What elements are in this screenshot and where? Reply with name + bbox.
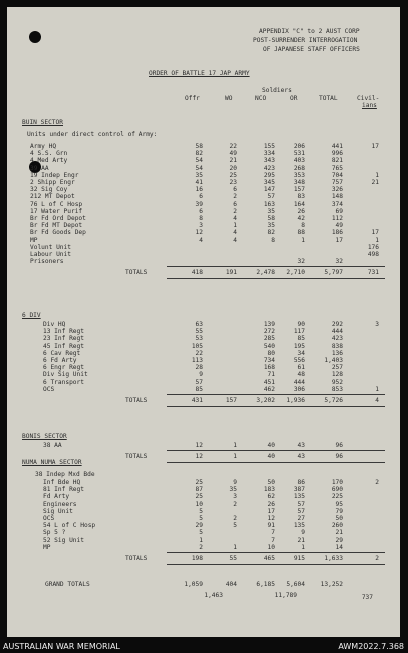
cell-nco: 163 <box>263 200 275 208</box>
cell-nco: 334 <box>263 150 275 158</box>
unit-name: 4 S.S. Grn <box>30 150 68 158</box>
section-heading: BONIS SECTOR <box>22 433 67 440</box>
cell-offr: 12 <box>195 442 203 449</box>
cell-total: 50 <box>335 515 343 522</box>
unit-name: Div HQ <box>43 321 66 328</box>
cell-nco: 57 <box>267 193 275 201</box>
cell-nco: 451 <box>263 378 275 386</box>
cell-nco: 295 <box>263 171 275 179</box>
cell-offr: 105 <box>191 342 203 350</box>
unit-name: 6 Engr Regt <box>43 364 84 372</box>
cell-or: 57 <box>297 500 305 508</box>
totals-rule-top <box>167 394 385 395</box>
cell-total: 17 <box>335 236 343 244</box>
cell-total: 148 <box>331 193 343 201</box>
cell-or: 444 <box>293 378 305 386</box>
cell-offr: 22 <box>195 349 203 357</box>
cell-offr: 41 <box>195 179 203 186</box>
unit-name: 17 Water Purif <box>30 207 83 215</box>
cell-offr: 3 <box>199 222 203 230</box>
cell-or: 83 <box>297 193 305 201</box>
cell-total: 821 <box>331 157 343 165</box>
unit-name: 54 L of C Hosp <box>43 522 96 530</box>
grand-total: 13,252 <box>320 581 343 588</box>
cell-civ: 1 <box>375 385 379 393</box>
cell-or: 556 <box>293 357 305 364</box>
cell-wo: 4 <box>233 236 237 244</box>
cell-total: 170 <box>331 479 343 486</box>
footer-accession: AWM2022.7.368 <box>338 642 404 651</box>
cell-or: 42 <box>297 215 305 222</box>
col-offr: Offr <box>185 95 200 102</box>
cell-nco: 35 <box>267 222 275 230</box>
unit-name: Engineers <box>43 500 77 508</box>
unit-name: 13 Inf Regt <box>43 328 84 336</box>
cell-or: 1 <box>301 543 305 551</box>
totals-total: 96 <box>335 453 343 461</box>
cell-wo: 2 <box>233 515 237 522</box>
cell-offr: 25 <box>195 493 203 501</box>
footer-bar <box>0 640 408 653</box>
cell-or: 32 <box>297 258 305 266</box>
cell-or: 157 <box>293 186 305 194</box>
cell-wo: 9 <box>233 479 237 486</box>
section-subheading: 38 Indep Mxd Bde <box>35 471 95 478</box>
cell-total: 225 <box>331 493 343 501</box>
cell-nco: 155 <box>263 143 275 150</box>
cell-wo: 5 <box>233 522 237 530</box>
cell-wo: 4 <box>233 229 237 237</box>
cell-nco: 345 <box>263 179 275 186</box>
cell-nco: 540 <box>263 342 275 350</box>
grand-wo: 404 <box>225 581 237 588</box>
totals-or: 2,710 <box>286 269 305 277</box>
cell-or: 34 <box>297 349 305 357</box>
unit-name: Br Fd Goods Dep <box>30 229 86 237</box>
cell-total: 838 <box>331 342 343 350</box>
cell-wo: 3 <box>233 493 237 501</box>
cell-offr: 63 <box>195 321 203 328</box>
cell-offr: 53 <box>195 335 203 343</box>
cell-offr: 8 <box>199 215 203 222</box>
cell-nco: 58 <box>267 215 275 222</box>
cell-or: 117 <box>293 328 305 336</box>
cell-total: 49 <box>335 222 343 230</box>
cell-nco: 50 <box>267 479 275 486</box>
cell-offr: 5 <box>199 507 203 515</box>
cell-offr: 87 <box>195 486 203 494</box>
cell-total: 21 <box>335 529 343 537</box>
cell-or: 27 <box>297 515 305 522</box>
unit-name: Prisoners <box>30 258 64 266</box>
unit-name: 32 Sig Coy <box>30 186 68 194</box>
cell-civ: 3 <box>375 321 379 328</box>
unit-name: MP <box>30 236 38 244</box>
cell-civ: 17 <box>371 143 379 150</box>
appendix-line-2: POST-SURRENDER INTERROGATION <box>253 37 358 44</box>
cell-offr: 2 <box>199 543 203 551</box>
cell-nco: 168 <box>263 364 275 372</box>
cell-offr: 54 <box>195 164 203 172</box>
cell-total: 374 <box>331 200 343 208</box>
cell-nco: 7 <box>271 529 275 537</box>
cell-wo: 6 <box>233 200 237 208</box>
cell-nco: 8 <box>271 236 275 244</box>
punch-hole <box>29 31 41 43</box>
unit-name: 6 Transport <box>43 378 84 386</box>
cell-or: 206 <box>293 143 305 150</box>
section-subheading: Units under direct control of Army: <box>27 131 158 138</box>
cell-offr: 4 <box>199 236 203 244</box>
cell-or: 26 <box>297 207 305 215</box>
document-page <box>7 7 400 637</box>
grand-men-subtotal: 11,789 <box>274 592 297 599</box>
cell-wo: 2 <box>233 193 237 201</box>
cell-or: 9 <box>301 529 305 537</box>
cell-total: 96 <box>335 442 343 449</box>
cell-or: 135 <box>293 493 305 501</box>
cell-total: 423 <box>331 335 343 343</box>
grand-officers-subtotal: 1,463 <box>204 592 223 599</box>
grand-civilians: 737 <box>361 594 373 601</box>
totals-civ: 2 <box>375 555 379 562</box>
cell-offr: 35 <box>195 171 203 179</box>
cell-wo: 25 <box>229 171 237 179</box>
cell-offr: 113 <box>191 357 203 364</box>
totals-wo: 157 <box>225 397 237 404</box>
cell-civ: 176 <box>367 243 379 251</box>
cell-or: 531 <box>293 150 305 158</box>
cell-civ: 1 <box>375 171 379 179</box>
cell-nco: 462 <box>263 385 275 393</box>
cell-total: 853 <box>331 385 343 393</box>
section-heading: BUIN SECTOR <box>22 119 63 126</box>
cell-offr: 85 <box>195 385 203 393</box>
cell-or: 85 <box>297 335 305 343</box>
unit-name: Br Fd MT Depot <box>30 222 83 230</box>
cell-nco: 26 <box>267 500 275 508</box>
cell-offr: 6 <box>199 193 203 201</box>
cell-offr: 16 <box>195 186 203 194</box>
cell-total: 128 <box>331 371 343 379</box>
cell-total: 257 <box>331 364 343 372</box>
unit-name: 81 Inf Regt <box>43 486 84 494</box>
cell-or: 43 <box>297 442 305 449</box>
cell-total: 996 <box>331 150 343 158</box>
cell-nco: 423 <box>263 164 275 172</box>
cell-nco: 272 <box>263 328 275 336</box>
cell-wo: 2 <box>233 207 237 215</box>
totals-total: 5,797 <box>324 269 343 277</box>
unit-name: 6 Cav Regt <box>43 349 81 357</box>
cell-nco: 91 <box>267 522 275 530</box>
cell-or: 48 <box>297 371 305 379</box>
unit-name: Fd Arty <box>43 493 70 501</box>
cell-or: 57 <box>297 507 305 515</box>
cell-wo: 20 <box>229 164 237 172</box>
cell-offr: 5 <box>199 515 203 522</box>
unit-name: 6 Fd Arty <box>43 357 77 364</box>
totals-wo: 191 <box>225 269 237 277</box>
col-or: OR <box>290 95 298 102</box>
totals-civ: 4 <box>375 397 379 404</box>
cell-wo: 21 <box>229 157 237 165</box>
cell-nco: 62 <box>267 493 275 501</box>
cell-offr: 25 <box>195 479 203 486</box>
cell-or: 164 <box>293 200 305 208</box>
unit-name: Army HQ <box>30 143 57 150</box>
appendix-line-1: APPENDIX "C" to 2 AUST CORP <box>259 28 360 35</box>
cell-wo: 22 <box>229 143 237 150</box>
cell-total: 186 <box>331 229 343 237</box>
cell-wo: 23 <box>229 179 237 186</box>
unit-name: 76 L of C Hosp <box>30 200 83 208</box>
cell-wo: 4 <box>233 215 237 222</box>
unit-name: Div Sig Unit <box>43 371 88 379</box>
cell-total: 14 <box>335 543 343 551</box>
cell-total: 441 <box>331 143 343 150</box>
totals-nco: 3,202 <box>256 397 275 404</box>
unit-name: Volunt Unit <box>30 243 71 251</box>
cell-offr: 39 <box>195 200 203 208</box>
cell-nco: 17 <box>267 507 275 515</box>
cell-or: 268 <box>293 164 305 172</box>
unit-name: 4 Med Arty <box>30 157 68 165</box>
totals-civ: 731 <box>367 269 379 277</box>
totals-label: TOTALS <box>125 555 148 562</box>
cell-nco: 40 <box>267 442 275 449</box>
cell-wo: 35 <box>229 486 237 494</box>
unit-name: 38 AA <box>43 442 62 449</box>
unit-name: 45 Inf Regt <box>43 342 84 350</box>
cell-or: 348 <box>293 179 305 186</box>
cell-or: 8 <box>301 222 305 230</box>
cell-civ: 1 <box>375 236 379 244</box>
cell-total: 952 <box>331 378 343 386</box>
unit-name: OCS <box>43 515 55 522</box>
section-heading: 6 DIV <box>22 312 41 319</box>
col-wo: WO <box>225 95 233 102</box>
cell-offr: 10 <box>195 500 203 508</box>
totals-nco: 40 <box>267 453 275 461</box>
totals-offr: 12 <box>195 453 203 461</box>
cell-nco: 7 <box>271 536 275 544</box>
totals-rule-bottom <box>167 278 385 279</box>
unit-name: 19 Indep Engr <box>30 171 79 179</box>
cell-total: 765 <box>331 164 343 172</box>
totals-nco: 465 <box>263 555 275 562</box>
cell-wo: 1 <box>233 442 237 449</box>
cell-wo: 49 <box>229 150 237 158</box>
section-heading: NUMA NUMA SECTOR <box>22 459 82 466</box>
cell-nco: 343 <box>263 157 275 165</box>
totals-wo: 55 <box>229 555 237 562</box>
unit-name: 39 AA <box>30 164 49 172</box>
cell-nco: 183 <box>263 486 275 494</box>
grand-offr: 1,059 <box>184 581 203 588</box>
cell-nco: 734 <box>263 357 275 364</box>
unit-name: Labour Unit <box>30 251 71 258</box>
totals-rule-top <box>167 552 385 553</box>
totals-label: TOTALS <box>125 453 148 461</box>
grand-or: 5,604 <box>286 581 305 588</box>
unit-name: Br Fd Ord Depot <box>30 215 86 222</box>
unit-name: 2 Shipp Engr <box>30 179 75 186</box>
totals-label: TOTALS <box>125 269 148 277</box>
cell-wo: 6 <box>233 186 237 194</box>
cell-total: 136 <box>331 349 343 357</box>
cell-nco: 139 <box>263 321 275 328</box>
totals-offr: 431 <box>191 397 203 404</box>
unit-name: 212 MT Depot <box>30 193 75 201</box>
unit-name: 52 Sig Unit <box>43 536 84 544</box>
cell-wo: 1 <box>233 222 237 230</box>
cell-nco: 12 <box>267 515 275 522</box>
totals-nco: 2,478 <box>256 269 275 277</box>
cell-total: 32 <box>335 258 343 266</box>
footer-institution: AUSTRALIAN WAR MEMORIAL <box>3 642 120 651</box>
cell-civ: 17 <box>371 229 379 237</box>
cell-total: 444 <box>331 328 343 336</box>
col-nco: NCO <box>255 95 267 102</box>
cell-or: 195 <box>293 342 305 350</box>
totals-total: 5,726 <box>324 397 343 404</box>
cell-offr: 12 <box>195 229 203 237</box>
cell-total: 79 <box>335 507 343 515</box>
grand-nco: 6,185 <box>256 581 275 588</box>
cell-or: 306 <box>293 385 305 393</box>
cell-civ: 498 <box>367 251 379 258</box>
cell-offr: 55 <box>195 328 203 336</box>
cell-nco: 10 <box>267 543 275 551</box>
cell-nco: 35 <box>267 207 275 215</box>
cell-or: 135 <box>293 522 305 530</box>
cell-offr: 54 <box>195 157 203 165</box>
cell-offr: 82 <box>195 150 203 158</box>
grand-totals-label: GRAND TOTALS <box>45 581 90 588</box>
appendix-line-3: OF JAPANESE STAFF OFFICERS <box>263 46 360 53</box>
totals-rule-bottom <box>167 564 385 565</box>
totals-or: 43 <box>297 453 305 461</box>
cell-or: 1 <box>301 236 305 244</box>
cell-or: 353 <box>293 171 305 179</box>
unit-name: 23 Inf Regt <box>43 335 84 343</box>
cell-or: 21 <box>297 536 305 544</box>
cell-total: 690 <box>331 486 343 494</box>
cell-or: 403 <box>293 157 305 165</box>
cell-or: 61 <box>297 364 305 372</box>
cell-offr: 9 <box>199 371 203 379</box>
cell-total: 326 <box>331 186 343 194</box>
totals-rule-bottom <box>167 406 385 407</box>
cell-offr: 28 <box>195 364 203 372</box>
cell-or: 387 <box>293 486 305 494</box>
cell-total: 29 <box>335 536 343 544</box>
cell-offr: 58 <box>195 143 203 150</box>
cell-offr: 6 <box>199 207 203 215</box>
cell-or: 88 <box>297 229 305 237</box>
cell-nco: 147 <box>263 186 275 194</box>
col-civilians: Civil- <box>357 95 380 102</box>
cell-wo: 1 <box>233 543 237 551</box>
totals-label: TOTALS <box>125 397 148 404</box>
cell-nco: 82 <box>267 229 275 237</box>
cell-nco: 71 <box>267 371 275 379</box>
unit-name: Inf Bde HQ <box>43 479 81 486</box>
totals-rule-top <box>167 450 385 451</box>
document-title: ORDER OF BATTLE 17 JAP ARMY <box>149 70 250 77</box>
cell-wo: 2 <box>233 500 237 508</box>
cell-or: 86 <box>297 479 305 486</box>
totals-total: 1,633 <box>324 555 343 562</box>
cell-nco: 80 <box>267 349 275 357</box>
unit-name: Sig Unit <box>43 507 73 515</box>
cell-total: 757 <box>331 179 343 186</box>
totals-wo: 1 <box>233 453 237 461</box>
totals-or: 1,936 <box>286 397 305 404</box>
cell-total: 292 <box>331 321 343 328</box>
totals-offr: 198 <box>191 555 203 562</box>
cell-civ: 2 <box>375 479 379 486</box>
cell-total: 1,403 <box>324 357 343 364</box>
unit-name: MP <box>43 543 51 551</box>
totals-offr: 418 <box>191 269 203 277</box>
col-total: TOTAL <box>319 95 338 102</box>
cell-offr: 1 <box>199 536 203 544</box>
cell-civ: 21 <box>371 179 379 186</box>
cell-offr: 29 <box>195 522 203 530</box>
cell-or: 90 <box>297 321 305 328</box>
unit-name: Sp 5 ? <box>43 529 66 537</box>
totals-rule-top <box>167 266 385 267</box>
unit-name: OCS <box>43 385 55 393</box>
cell-total: 260 <box>331 522 343 530</box>
cell-total: 69 <box>335 207 343 215</box>
col-civilians-2: ians <box>362 102 377 109</box>
cell-total: 112 <box>331 215 343 222</box>
col-soldiers: Soldiers <box>262 87 292 94</box>
totals-rule-bottom <box>167 462 385 463</box>
cell-nco: 285 <box>263 335 275 343</box>
cell-total: 95 <box>335 500 343 508</box>
totals-or: 915 <box>293 555 305 562</box>
cell-offr: 5 <box>199 529 203 537</box>
cell-offr: 57 <box>195 378 203 386</box>
cell-total: 704 <box>331 171 343 179</box>
